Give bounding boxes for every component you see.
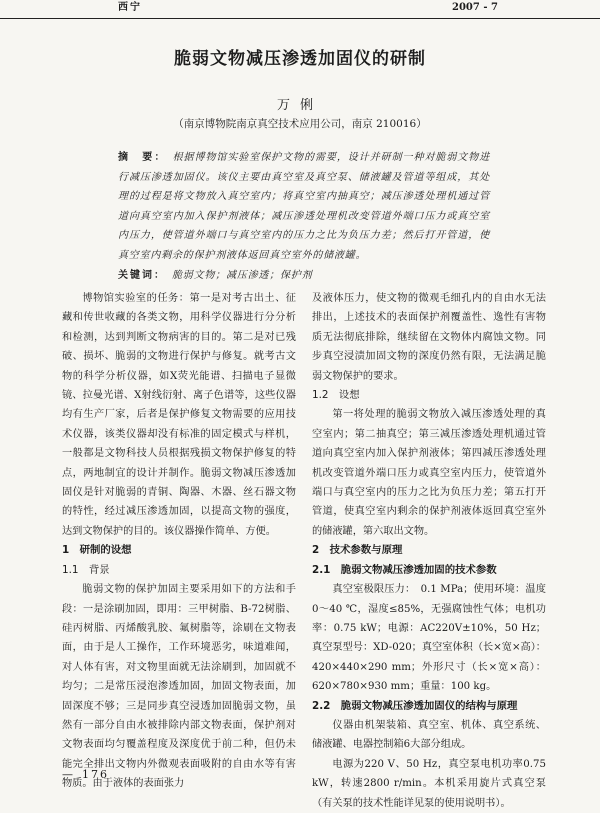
keywords-line — [118, 266, 490, 286]
right-column — [312, 289, 546, 813]
body-paragraph: 电源为220 V、50 Hz，真空泵电机功率0.75 kW，转速2800 r/min。本机采用旋片式真空泵（有关泵的技术性能详见泵的使用说明书）。 — [312, 758, 546, 809]
running-header — [0, 0, 600, 19]
keywords-text: 脆弱文物；减压渗透；保护剂 — [172, 269, 313, 281]
subsection-heading: 2.2 脆弱文物减压渗透加固仪的结构与原理 — [312, 699, 518, 712]
page-number-dash: — — [62, 768, 74, 781]
abstract-block — [118, 148, 490, 285]
page-number-value: 176 — [82, 768, 109, 781]
abstract-paragraph — [118, 148, 490, 266]
issue-number: 2007 - 7 — [452, 2, 498, 13]
body-paragraph: 及液体压力，使文物的微观毛细孔内的自由水无法排出，上述技术的表面保护剂覆盖性、逸性有害物质无法彻底排除，继续留在文物体内腐蚀文物。同步真空浸渍加固文物的深度仍然有限，无法满足脆弱文物保护的要求。 — [312, 293, 546, 382]
page-number — [62, 768, 109, 781]
subsection-heading: 1.1 背景 — [62, 563, 110, 576]
body-paragraph: 第一将处理的脆弱文物放入减压渗透处理的真空室内；第二抽真空；第三减压渗透处理机通过管道向真空室内加入保护剂液体；第四减压渗透处理机改变管道外端口压力或真空室内压力，使管道外端口与真空室内的压力之比为负压力差；第五打开管道，使真空室内剩余的保护剂液体返回真空室外的储液罐，第六取出文物。 — [312, 409, 546, 537]
subsection-heading: 1.2 设想 — [312, 389, 360, 402]
body-paragraph: 博物馆实验室的任务：第一是对考古出土、征藏和传世收藏的各类文物，用科学仪器进行分分析和检测，达到判断文物病害的目的。第二是对已残破、损坏、脆弱的文物进行保护与修复。就考古文物的科学分析仪器，如X荧光能谱、扫描电子显微镜、拉曼光谱、X射线衍射、离子色谱等，这些仪器均有生产厂家，后者是保护修复文物需要的应用技术仪器，该类仪器却没有标准的固定模式与样机，一般都是文物科技人员根据残损文物保护修复的特点，两地制宜的设计并制作。脆弱文物减压渗透加固仪是针对脆弱的青铜、陶器、木器、丝石器文物的特性，经过减压渗透加固，以提高文物的强度，达到文物保护的目的。该仪器操作简单、方便。 — [62, 293, 296, 537]
body-paragraph: 真空室极限压力： 0.1 MPa；使用环境：温度0～40 ℃，湿度≤85%，无强腐蚀性气体；电机功率：0.75 kW；电源：AC220V±10%，50 Hz；真空泵型号：XD-020；真空室体积（长×宽×高）：420×440×290 mm；外形尺寸（长×宽×高）：620×780×930 mm；重量：100 kg。 — [312, 584, 546, 693]
left-column — [62, 289, 296, 794]
body-paragraph: 脆弱文物的保护加固主要采用如下的方法和手段：一是涂刷加固，即用：三甲树脂、B-72树脂、硅丙树脂、丙烯酸乳胶、氟树脂等，涂刷在文物表面，由于是人工操作，工作环境恶劣，味道难闻，对人体有害，对文物里面就无法涂刷到，加固就不均匀；二是常压浸泡渗透加固，加固文物表面，加固深度不够；三是同步真空浸透加固脆弱文物，虽然有一部分自由水被排除内部文物表面，保护剂对文物表面均匀覆盖程度及深度优于前二种，但仍未能完全排出文物内外微观表面吸附的自由水等有害物质。由于液体的表面张力 — [62, 584, 296, 790]
abstract-label: 摘 要： — [118, 152, 167, 163]
body-paragraph: 仪器由机架装箱、真空室、机体、真空系统、储液罐、电器控制箱6大部分组成。 — [312, 719, 546, 751]
paper-title: 脆弱文物减压渗透加固仪的研制 — [174, 49, 426, 69]
keywords-label: 关键词： — [118, 269, 166, 281]
journal-name: 西宁 — [118, 2, 142, 13]
subsection-heading: 2.1 脆弱文物减压渗透加固的技术参数 — [312, 563, 497, 576]
abstract-text: 根据博物馆实验室保护文物的需要，设计并研制一种对脆弱文物进行减压渗透加固仪。该仪主要由真空室及真空泵、储液罐及管道等组成，其处理的过程是将文物放入真空室内；将真空室内抽真空；减压渗透处理机通过管道向真空室内加入保护剂液体；减压渗透处理机改变管道外端口压力或真空室内压力，使管道外端口与真空室内的压力之比为负压力差；然后打开管道，使真空室内剩余的保护剂液体返回真空室外的储液罐。 — [118, 152, 491, 261]
author-affiliation: （南京博物院南京真空技术应用公司，南京 210016） — [173, 118, 427, 130]
author-name: 万俐 — [276, 98, 323, 113]
section-heading: 2 技术参数与原理 — [312, 544, 403, 557]
section-heading: 1 研制的设想 — [62, 544, 132, 557]
